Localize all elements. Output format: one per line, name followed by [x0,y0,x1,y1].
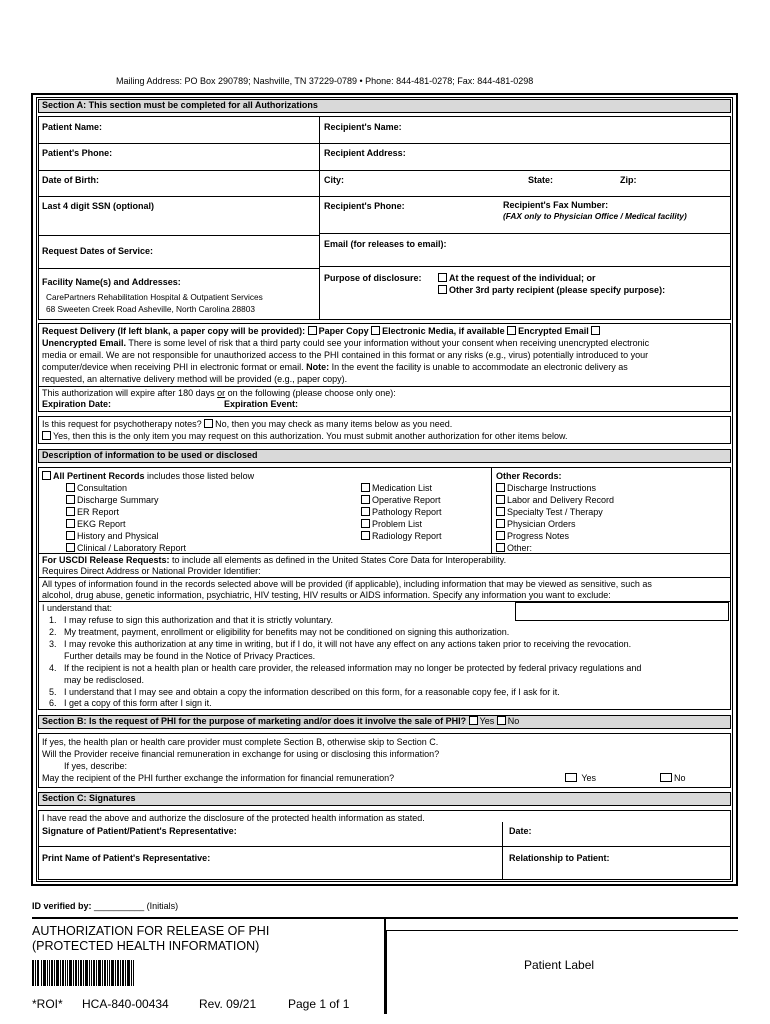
understand-item-num: 1. [49,615,57,625]
checkbox[interactable] [66,495,75,504]
checkbox[interactable] [361,483,370,492]
checkbox[interactable] [496,507,505,516]
checkbox[interactable] [496,495,505,504]
checkbox[interactable] [66,543,75,552]
record-specialty-test[interactable]: Specialty Test / Therapy [496,507,603,517]
understand-item-num: 4. [49,663,57,673]
barcode-icon [32,960,134,986]
all-pertinent-records: All Pertinent Records includes those listed below [42,471,254,481]
checkbox-encrypted[interactable] [507,326,516,335]
fax-label[interactable]: Recipient's Fax Number: [503,200,609,210]
description-title: Description of information to be used or disclosed [42,450,258,460]
record-er-report[interactable]: ER Report [66,507,119,517]
section-b-line1: If yes, the health plan or health care provider must complete Section B, otherwise skip to Section C. [42,737,439,747]
understand-item: I may refuse to sign this authorization and that it is strictly voluntary. [64,615,333,625]
id-verified[interactable]: ID verified by: __________ (Initials) [32,901,179,911]
record-physician-orders[interactable]: Physician Orders [496,519,576,529]
record-other[interactable]: Other: [496,543,532,553]
uscdi-line1: For USCDI Release Requests: to include all elements as defined in the United States Core Data for Interoperability. [42,555,507,565]
psychotherapy-question: Is this request for psychotherapy notes? No, then you may check as many items below as you need. [42,419,453,429]
section-b-no2[interactable]: No [660,773,686,783]
checkbox[interactable] [496,543,505,552]
checkbox[interactable] [496,483,505,492]
checkbox[interactable] [361,531,370,540]
expiration-event-label[interactable]: Expiration Event: [224,399,299,409]
fax-note: (FAX only to Physician Office / Medical facility) [503,211,687,221]
checkbox-all-records[interactable] [42,471,51,480]
checkbox[interactable] [66,483,75,492]
record-pathology-report[interactable]: Pathology Report [361,507,442,517]
checkbox[interactable] [361,495,370,504]
understand-intro: I understand that: [42,603,113,613]
record-clinical-lab[interactable]: Clinical / Laboratory Report [66,543,186,553]
recipient-address-label[interactable]: Recipient Address: [324,148,406,158]
delivery-line1: Unencrypted Email. There is some level of risk that a third party could see your information without your consent when receiving unencrypted electronic [42,338,650,348]
page-number: Page 1 of 1 [288,997,350,1011]
section-b-describe[interactable]: If yes, describe: [64,761,128,771]
signature-label[interactable]: Signature of Patient/Patient's Representative: [42,826,237,836]
understand-item-num: 6. [49,698,57,708]
city-label[interactable]: City: [324,175,344,185]
understand-item: I may revoke this authorization at any time in writing, but if I do, it will not have any effect on any actions taken prior to receiving the revocation. [64,639,632,649]
checkbox[interactable] [66,519,75,528]
patient-name-label[interactable]: Patient Name: [42,122,103,132]
mailing-address: Mailing Address: PO Box 290789; Nashville, TN 37229-0789 • Phone: 844-481-0278; Fax: 844-481-0298 [116,76,534,86]
delivery-line3: computer/device when receiving PHI in electronic format or email. Note: In the event the facility is unable to accommodate an electronic delivery as [42,362,628,372]
section-c-title: Section C: Signatures [42,793,136,803]
checkbox-b-yes[interactable] [469,716,478,725]
checkbox[interactable] [361,519,370,528]
purpose-label: Purpose of disclosure: [324,273,422,283]
purpose-option-individual[interactable]: At the request of the individual; or [438,273,596,283]
date-label[interactable]: Date: [509,826,532,836]
form-title-line1: AUTHORIZATION FOR RELEASE OF PHI [32,924,270,938]
exclusion-input[interactable] [515,602,729,621]
checkbox-electronic[interactable] [371,326,380,335]
facility-label: Facility Name(s) and Addresses: [42,277,181,287]
delivery-line4: requested, an alternative delivery method will be provided (e.g., paper copy). [42,374,348,384]
delivery-line2: media or email. We are not responsible for unauthorized access to the PHI contained in this format or any risks (e.g., virus) potentially introduced to your [42,350,649,360]
psychotherapy-yes: Yes, then this is the only item you may request on this authorization. You must submit another authorization for other items below. [42,431,567,441]
expiration-note: This authorization will expire after 180 days or on the following (please choose only one): [42,388,396,398]
form-title-line2: (PROTECTED HEALTH INFORMATION) [32,939,260,953]
section-c-header [38,792,731,806]
checkbox-paper[interactable] [308,326,317,335]
checkbox[interactable] [496,519,505,528]
patient-label: Patient Label [524,958,595,972]
checkbox[interactable] [66,507,75,516]
record-operative-report[interactable]: Operative Report [361,495,441,505]
expiration-date-label[interactable]: Expiration Date: [42,399,112,409]
checkbox[interactable] [66,531,75,540]
checkbox[interactable] [496,531,505,540]
record-problem-list[interactable]: Problem List [361,519,422,529]
record-ekg-report[interactable]: EKG Report [66,519,126,529]
uscdi-line2: Requires Direct Address or National Provider Identifier: [42,566,261,576]
record-medication-list[interactable]: Medication List [361,483,432,493]
purpose-option-third-party[interactable]: Other 3rd party recipient (please specify purpose): [438,285,665,295]
record-history-physical[interactable]: History and Physical [66,531,159,541]
checkbox-psych-no[interactable] [204,419,213,428]
section-a-title: Section A: This section must be completed for all Authorizations [42,100,318,110]
understand-item-num: 2. [49,627,57,637]
section-c-read: I have read the above and authorize the disclosure of the protected health information as stated. [42,813,425,823]
checkbox[interactable] [438,285,447,294]
checkbox[interactable] [565,773,577,782]
checkbox[interactable] [361,507,370,516]
facility-address: 68 Sweeten Creek Road Asheville, North Carolina 28803 [46,304,255,314]
other-records-title: Other Records: [496,471,562,481]
record-discharge-summary[interactable]: Discharge Summary [66,495,159,505]
checkbox[interactable] [438,273,447,282]
types-line1: All types of information found in the records selected above will be provided (if applicable), including information that may be viewed as sensitive, such as [42,579,652,589]
revision: Rev. 09/21 [199,997,257,1011]
checkbox[interactable] [660,773,672,782]
state-label[interactable]: State: [528,175,554,185]
dob-label[interactable]: Date of Birth: [42,175,99,185]
understand-item: If the recipient is not a health plan or health care provider, the released information may no longer be protected by federal privacy regulations and [64,663,642,673]
zip-label[interactable]: Zip: [620,175,637,185]
understand-item: may be redisclosed. [64,675,145,685]
patient-phone-label[interactable]: Patient's Phone: [42,148,113,158]
recipient-name-label[interactable]: Recipient's Name: [324,122,402,132]
understand-item: I understand that I may see and obtain a copy the information described on this form, for a reasonable copy fee, if I ask for it. [64,687,560,697]
section-b-title: Section B: Is the request of PHI for the purpose of marketing and/or does it involve the sale of PHI? Yes No [42,716,520,726]
print-name-label[interactable]: Print Name of Patient's Representative: [42,853,211,863]
form-number: HCA-840-00434 [82,997,169,1011]
relationship-label[interactable]: Relationship to Patient: [509,853,610,863]
roi-code: *ROI* [32,997,63,1011]
email-label[interactable]: Email (for releases to email): [324,239,447,249]
checkbox-psych-yes[interactable] [42,431,51,440]
facility-name: CarePartners Rehabilitation Hospital & Outpatient Services [46,292,263,302]
section-b-yes2[interactable]: Yes [565,773,596,783]
understand-item-num: 5. [49,687,57,697]
understand-item: My treatment, payment, enrollment or eligibility for benefits may not be conditioned on signing this authorization. [64,627,510,637]
record-radiology-report[interactable]: Radiology Report [361,531,442,541]
checkbox-unencrypted[interactable] [591,326,600,335]
types-line2: alcohol, drug abuse, genetic information, psychiatric, HIV testing, HIV results or AIDS information. Specify any information you want to exclude: [42,590,611,600]
section-b-line4: May the recipient of the PHI further exchange the information for financial remuneration? [42,773,395,783]
checkbox-b-no[interactable] [497,716,506,725]
dates-of-service-label[interactable]: Request Dates of Service: [42,246,154,256]
recipient-phone-label[interactable]: Recipient's Phone: [324,201,405,211]
ssn-label[interactable]: Last 4 digit SSN (optional) [42,201,154,211]
delivery-options: Request Delivery (If left blank, a paper copy will be provided): Paper Copy Electronic Media, if available Encrypted Email [42,326,602,336]
section-b-line2: Will the Provider receive financial remuneration in exchange for using or disclosing this information? [42,749,440,759]
record-progress-notes[interactable]: Progress Notes [496,531,569,541]
record-discharge-instructions[interactable]: Discharge Instructions [496,483,596,493]
record-labor-delivery[interactable]: Labor and Delivery Record [496,495,614,505]
understand-item: I get a copy of this form after I sign it. [64,698,212,708]
record-consultation[interactable]: Consultation [66,483,127,493]
understand-item-num: 3. [49,639,57,649]
understand-item: Further details may be found in the Notice of Privacy Practices. [64,651,316,661]
